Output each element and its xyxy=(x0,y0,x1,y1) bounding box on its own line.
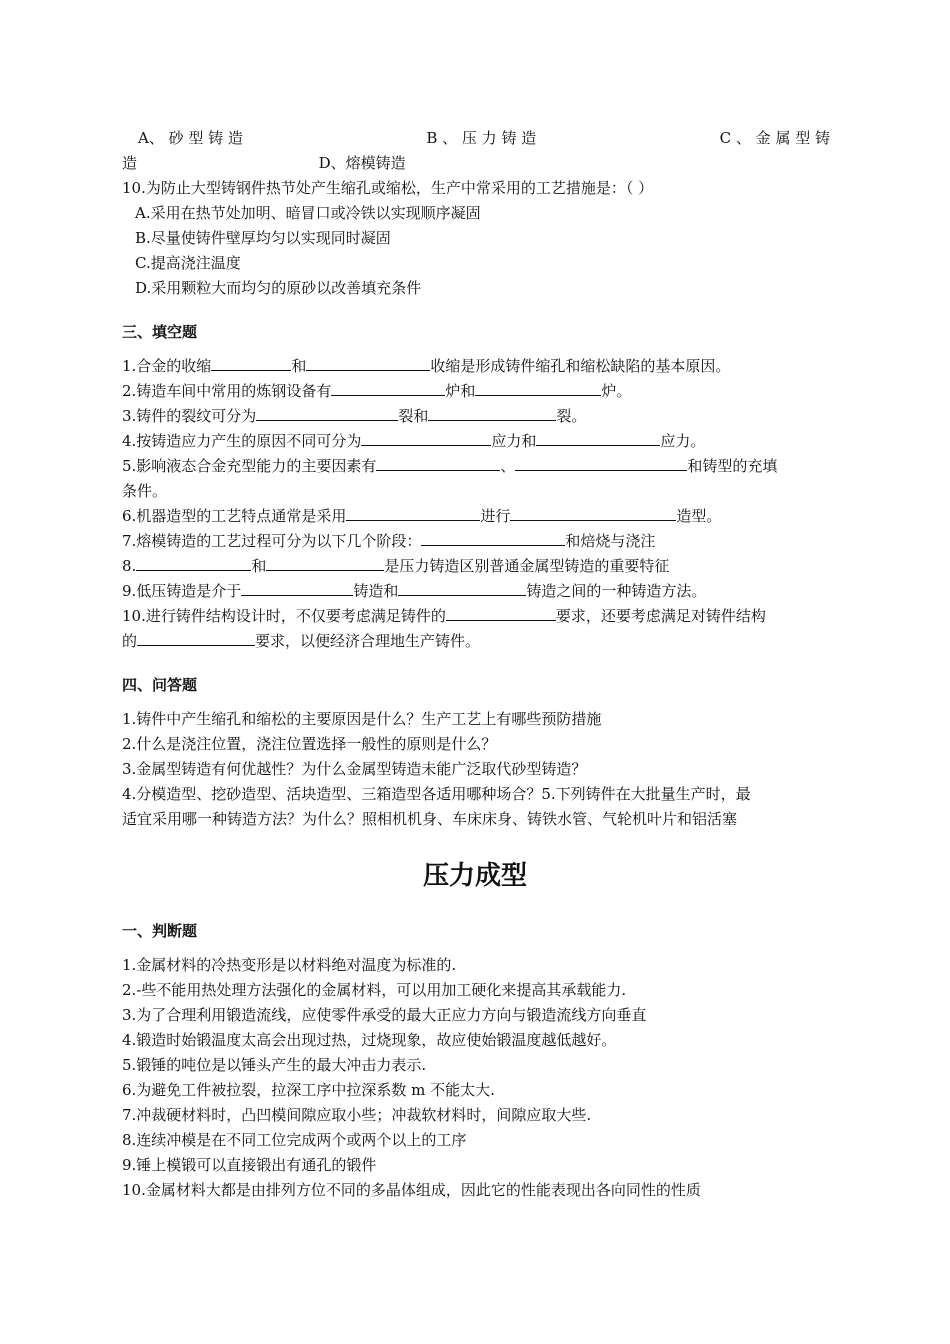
q9-option-b: B 、 压 力 铸 造 xyxy=(426,129,537,147)
blank[interactable] xyxy=(306,354,430,371)
judge-item: 7.冲裁硬材料时，凸凹模间隙应取小些；冲裁软材料时，间隙应取大些. xyxy=(122,1106,592,1124)
fill-q7: 7.熔模铸造的工艺过程可分为以下几个阶段： 和焙烧与浇注 xyxy=(122,529,832,553)
blank[interactable] xyxy=(331,379,445,396)
q10-option-b: B.尽量使铸件壁厚均匀以实现同时凝固 xyxy=(135,229,391,247)
judge-item: 10.金属材料大都是由排列方位不同的多晶体组成，因此它的性能表现出各向同性的性质 xyxy=(122,1181,701,1199)
blank[interactable] xyxy=(475,379,601,396)
judge-item: 8.连续冲模是在不同工位完成两个或两个以上的工序 xyxy=(122,1131,467,1149)
blank[interactable] xyxy=(510,504,676,521)
fill-q8: 8. 和 是压力铸造区别普通金属型铸造的重要特征 xyxy=(122,554,832,578)
judge-item: 5.锻锤的吨位是以锤头产生的最大冲击力表示. xyxy=(122,1056,427,1074)
blank[interactable] xyxy=(346,504,480,521)
fill-heading: 三、填空题 xyxy=(122,323,198,341)
section-title: 压力成型 xyxy=(422,861,527,891)
blank[interactable] xyxy=(136,554,251,571)
blank[interactable] xyxy=(376,454,500,471)
blank[interactable] xyxy=(241,579,353,596)
q9-option-c-cont: 造 xyxy=(122,154,138,172)
fill-q10-cont: 的 要求，以便经济合理地生产铸件。 xyxy=(122,629,832,653)
fill-q1: 1.合金的收缩 和 收缩是形成铸件缩孔和缩松缺陷的基本原因。 xyxy=(122,354,832,378)
judge-item: 9.锤上模锻可以直接锻出有通孔的锻件 xyxy=(122,1156,377,1174)
judge-heading: 一、判断题 xyxy=(122,922,198,940)
judge-item: 4.锻造时始锻温度太高会出现过热，过烧现象，故应使始锻温度越低越好。 xyxy=(122,1031,617,1049)
blank[interactable] xyxy=(398,579,526,596)
fill-q6: 6.机器造型的工艺特点通常是采用 进行 造型。 xyxy=(122,504,832,528)
qa-heading: 四、问答题 xyxy=(122,676,198,694)
blank[interactable] xyxy=(256,404,398,421)
judge-item: 6.为避免工件被拉裂，拉深工序中拉深系数 m 不能太大. xyxy=(122,1081,495,1099)
fill-q4: 4.按铸造应力产生的原因不同可分为 应力和 应力。 xyxy=(122,429,832,453)
fill-q2: 2.铸造车间中常用的炼钢设备有 炉和 炉。 xyxy=(122,379,832,403)
fill-q9: 9.低压铸造是介于 铸造和 铸造之间的一种铸造方法。 xyxy=(122,579,832,603)
q9-options-row xyxy=(138,126,830,150)
blank[interactable] xyxy=(446,604,556,621)
blank[interactable] xyxy=(211,354,291,371)
qa-q2: 2.什么是浇注位置，浇注位置选择一般性的原则是什么？ xyxy=(122,735,497,753)
q10-stem: 10.为防止大型铸钢件热节处产生缩孔或缩松，生产中常采用的工艺措施是：（ ） xyxy=(122,179,654,197)
blank[interactable] xyxy=(536,429,660,446)
blank[interactable] xyxy=(428,404,556,421)
fill-q5: 5.影响液态合金充型能力的主要因素有 、 和铸型的充填 xyxy=(122,454,832,478)
fill-q10: 10.进行铸件结构设计时，不仅要考虑满足铸件的 要求，还要考虑满足对铸件结构 xyxy=(122,604,832,628)
judge-item: 3.为了合理利用锻造流线，应使零件承受的最大正应力方向与锻造流线方向垂直 xyxy=(122,1006,647,1024)
judge-item: 2.-些不能用热处理方法强化的金属材料，可以用加工硬化来提高其承载能力. xyxy=(122,981,627,999)
blank[interactable] xyxy=(421,529,565,546)
q9-option-a: A、 砂 型 铸 造 xyxy=(138,129,243,147)
judge-item: 1.金属材料的冷热变形是以材料绝对温度为标准的. xyxy=(122,956,457,974)
qa-q4-cont: 适宜采用哪一种铸造方法？为什么？照相机机身、车床床身、铸铁水管、气轮机叶片和铝活塞 xyxy=(122,810,738,828)
fill-q3: 3.铸件的裂纹可分为 裂和 裂。 xyxy=(122,404,832,428)
q9-option-c: C 、 金 属 型 铸 xyxy=(719,129,830,147)
q10-option-a: A.采用在热节处加明、暗冒口或冷铁以实现顺序凝固 xyxy=(135,204,481,222)
qa-q4: 4.分模造型、挖砂造型、活块造型、三箱造型各适用哪种场合？5.下列铸件在大批量生产时，最 xyxy=(122,785,751,803)
qa-q1: 1.铸件中产生缩孔和缩松的主要原因是什么？生产工艺上有哪些预防措施 xyxy=(122,710,602,728)
q10-option-c: C.提高浇注温度 xyxy=(135,254,241,272)
q10-option-d: D.采用颗粒大而均匀的原砂以改善填充条件 xyxy=(135,279,422,297)
qa-q3: 3.金属型铸造有何优越性？为什么金属型铸造未能广泛取代砂型铸造？ xyxy=(122,760,587,778)
blank[interactable] xyxy=(361,429,491,446)
blank[interactable] xyxy=(137,629,255,646)
blank[interactable] xyxy=(266,554,384,571)
blank[interactable] xyxy=(515,454,687,471)
q9-option-d: D、熔模铸造 xyxy=(318,154,406,172)
fill-q5-cont: 条件。 xyxy=(122,482,168,500)
q9-options-row2 xyxy=(122,151,832,175)
